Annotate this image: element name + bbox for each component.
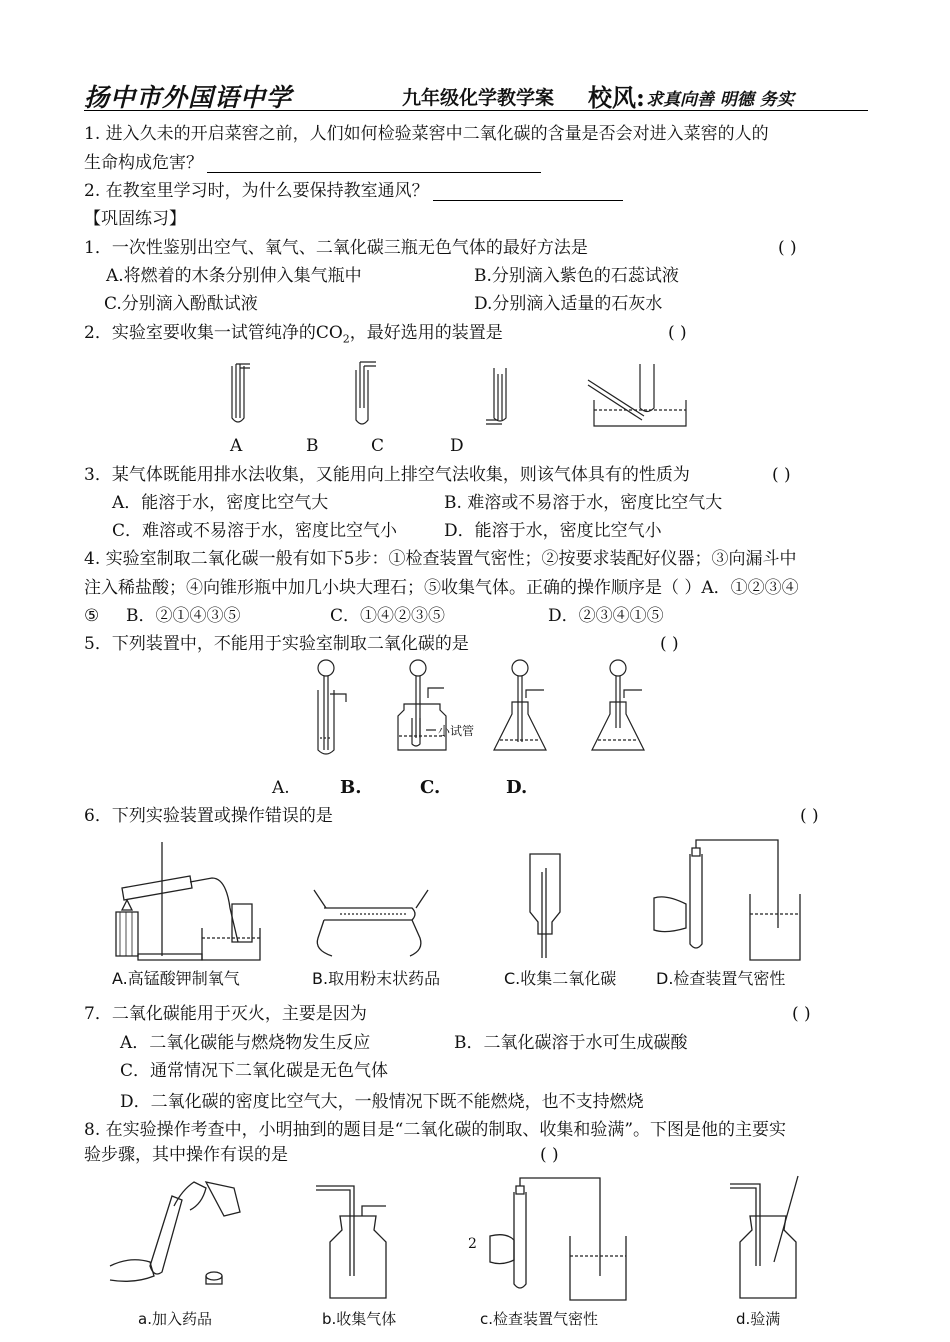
page-header — [84, 76, 868, 111]
q8-caption-a: a.加入药品 — [138, 1310, 212, 1328]
q4-option-b: B．②①④③⑤ — [126, 606, 241, 626]
q8-line1: 8. 在实验操作考查中，小明抽到的题目是“二氧化碳的制取、收集和验满”。下图是他的主要实 — [84, 1120, 787, 1140]
q2-label-a: A — [230, 436, 243, 456]
q5-stem: 5．下列装置中，不能用于实验室制取二氧化碳的是 — [84, 634, 469, 654]
q5-label-b: B. — [340, 777, 362, 798]
q5-label-c: C. — [420, 777, 441, 798]
q7-option-d: D．二氧化碳的密度比空气大，一般情况下既不能燃烧，也不支持燃烧 — [120, 1092, 644, 1112]
q6-apparatus-figure — [110, 838, 810, 962]
q6-caption-c: C.收集二氧化碳 — [504, 969, 617, 988]
q4-line1: 4. 实验室制取二氧化碳一般有如下5步：①检查装置气密性；②按要求装配好仪器；③向漏斗中 — [84, 549, 797, 569]
q4-option-d: D．②③④①⑤ — [548, 606, 664, 626]
q2-label-d: D — [450, 436, 464, 456]
q3-option-a: A．能溶于水，密度比空气大 — [112, 493, 329, 513]
section-title: 【巩固练习】 — [84, 209, 186, 229]
q2-label-c: C — [371, 436, 385, 456]
q4-line3-a: ⑤ — [84, 606, 100, 626]
intro-q1-text: 生命构成危害？ — [84, 153, 203, 173]
q7-option-c: C．通常情况下二氧化碳是无色气体 — [120, 1061, 389, 1081]
q2-stem-text: 2．实验室要收集一试管纯净的CO — [84, 323, 343, 343]
page-number: 2 — [468, 1236, 477, 1252]
q6-stem: 6．下列实验装置或操作错误的是 — [84, 806, 333, 826]
q5-label-a: A. — [272, 778, 290, 798]
course-title: 九年级化学教学案 — [402, 87, 555, 109]
q3-option-b: B. 难溶或不易溶于水，密度比空气大 — [444, 493, 723, 513]
q4-line2: 注入稀盐酸；④向锥形瓶中加几小块大理石；⑤收集气体。正确的操作顺序是（ ）A．①②③④ — [84, 578, 799, 598]
q8-caption-d: d.验满 — [736, 1310, 781, 1328]
answer-blank[interactable] — [433, 184, 623, 201]
q1-option-b: B.分别滴入紫色的石蕊试液 — [474, 266, 679, 286]
q1-answer-paren[interactable]: ( ) — [778, 238, 797, 258]
q1-stem: 1．一次性鉴别出空气、氧气、二氧化碳三瓶无色气体的最好方法是 — [84, 238, 588, 258]
q2-stem-tail: ，最好选用的装置是 — [349, 323, 503, 343]
q6-caption-b: B.取用粉末状药品 — [312, 969, 441, 988]
intro-q2-text: 2. 在教室里学习时，为什么要保持教室通风？ — [84, 181, 429, 201]
intro-q2 — [84, 181, 623, 201]
q6-answer-paren[interactable]: ( ) — [800, 806, 819, 826]
q1-option-a: A.将燃着的木条分别伸入集气瓶中 — [106, 266, 362, 286]
q1-option-c: C.分别滴入酚酞试液 — [104, 294, 258, 314]
q8-answer-paren[interactable]: ( ) — [540, 1145, 559, 1165]
q8-caption-b: b.收集气体 — [322, 1310, 397, 1328]
q5-small-tube-label: 小试管 — [438, 724, 475, 738]
q5-label-d: D. — [506, 777, 528, 798]
motto-label: 校风: — [588, 83, 645, 112]
school-name: 扬中市外国语中学 — [84, 83, 293, 112]
q7-answer-paren[interactable]: ( ) — [792, 1004, 811, 1024]
q3-stem: 3．某气体既能用排水法收集，又能用向上排空气法收集，则该气体具有的性质为 — [84, 465, 690, 485]
q8-apparatus-figure — [110, 1176, 810, 1304]
q8-caption-c: c.检查装置气密性 — [480, 1310, 599, 1328]
q6-caption-a: A.高锰酸钾制氧气 — [112, 969, 240, 988]
q7-option-a: A．二氧化碳能与燃烧物发生反应 — [120, 1033, 371, 1053]
q5-apparatus-figure — [300, 658, 650, 758]
q3-answer-paren[interactable]: ( ) — [772, 465, 791, 485]
intro-q1-line1: 1. 进入久未的开启菜窖之前，人们如何检验菜窖中二氧化碳的含量是否会对进入菜窖的人的 — [84, 124, 769, 144]
answer-blank[interactable] — [207, 156, 541, 173]
q2-label-b: B — [306, 436, 319, 456]
q7-option-b: B．二氧化碳溶于水可生成碳酸 — [454, 1033, 688, 1053]
q3-option-d: D．能溶于水，密度比空气小 — [444, 521, 662, 541]
intro-q1-line2 — [84, 153, 541, 173]
q6-caption-d: D.检查装置气密性 — [656, 969, 786, 988]
q7-stem: 7．二氧化碳能用于灭火，主要是因为 — [84, 1004, 367, 1024]
q2-apparatus-figure — [210, 360, 700, 430]
q2-stem-sub: 2 — [342, 332, 350, 346]
q2-answer-paren[interactable]: ( ) — [668, 323, 687, 343]
q5-answer-paren[interactable]: ( ) — [660, 634, 679, 654]
motto-text: 求真向善 明德 务实 — [646, 90, 794, 110]
q8-line2: 验步骤，其中操作有误的是 — [84, 1145, 288, 1165]
q1-option-d: D.分别滴入适量的石灰水 — [474, 294, 663, 314]
q3-option-c: C．难溶或不易溶于水，密度比空气小 — [112, 521, 398, 541]
q4-option-c: C．①④②③⑤ — [330, 606, 446, 626]
q2-stem — [84, 323, 503, 349]
